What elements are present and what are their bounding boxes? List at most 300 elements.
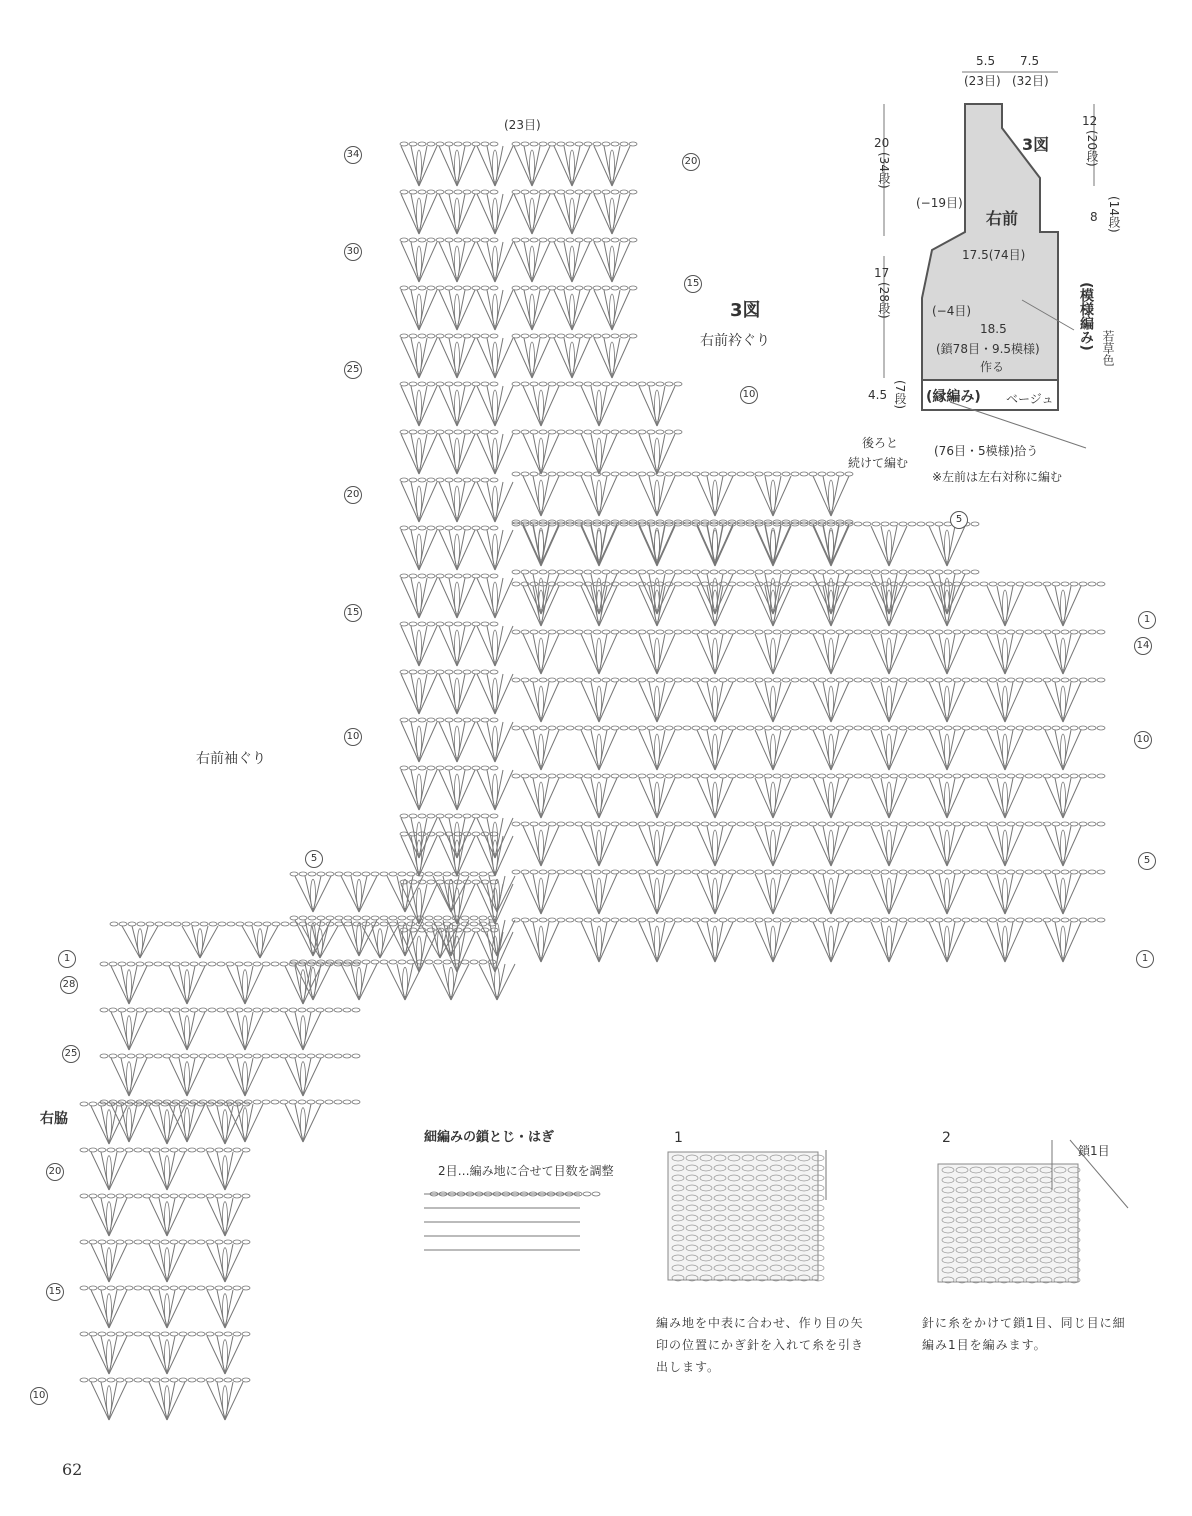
chain-stitch: [620, 630, 628, 634]
chain-stitch: [908, 582, 916, 586]
chain-stitch: [427, 190, 435, 194]
picot-stitch: [539, 480, 544, 512]
chain-stitch: [436, 718, 444, 722]
picot-stitch: [185, 970, 190, 1001]
picot-stitch: [455, 198, 460, 230]
picot-stitch: [610, 342, 615, 374]
picot-stitch: [107, 1340, 112, 1371]
picot-stitch: [887, 638, 892, 670]
chain-stitch: [809, 630, 817, 634]
picot-stitch: [107, 1248, 112, 1279]
chain-stitch: [116, 1240, 124, 1244]
picot-stitch: [493, 726, 498, 758]
chain-stitch: [490, 766, 498, 770]
chain-stitch: [728, 570, 736, 574]
chain-stitch: [737, 774, 745, 778]
chain-stitch: [445, 286, 453, 290]
chain-stitch: [490, 142, 498, 146]
chain-stitch: [845, 774, 853, 778]
chain-stitch: [461, 872, 469, 876]
chain-stitch: [530, 382, 538, 386]
picot-stitch: [223, 1202, 228, 1233]
chain-stitch: [233, 1240, 241, 1244]
continue-2: 続けて編む: [848, 456, 909, 470]
picot-stitch: [610, 246, 615, 278]
chain-stitch: [656, 430, 664, 434]
chain-stitch: [647, 382, 655, 386]
chain-stitch: [161, 1286, 169, 1290]
picot-stitch: [417, 150, 422, 182]
picot-stitch: [655, 878, 660, 910]
chain-stitch: [890, 918, 898, 922]
picot-stitch: [771, 480, 776, 512]
chain-stitch: [908, 870, 916, 874]
chain-stitch: [566, 918, 574, 922]
chain-stitch: [800, 774, 808, 778]
chain-stitch: [674, 870, 682, 874]
chain-stitch: [472, 928, 480, 932]
chain-stitch: [755, 870, 763, 874]
chain-stitch: [863, 822, 871, 826]
chain-stitch: [470, 872, 478, 876]
chain-stitch: [971, 582, 979, 586]
chain-stitch: [899, 918, 907, 922]
chain-stitch: [89, 1378, 97, 1382]
row-marker: 10: [30, 1387, 48, 1405]
chain-stitch: [638, 382, 646, 386]
chain-stitch: [998, 726, 1006, 730]
picot-stitch: [417, 198, 422, 230]
chain-stitch: [280, 1008, 288, 1012]
chain-stitch: [472, 766, 480, 770]
chain-stitch: [818, 822, 826, 826]
chain-stitch: [262, 1054, 270, 1058]
chain-stitch: [454, 142, 462, 146]
chain-stitch: [188, 1378, 196, 1382]
chain-stitch: [326, 872, 334, 876]
chain-stitch: [280, 1100, 288, 1104]
chain-stitch: [143, 1378, 151, 1382]
picot-stitch: [378, 929, 383, 956]
chain-stitch: [773, 582, 781, 586]
chain-stitch: [584, 918, 592, 922]
chain-stitch: [908, 918, 916, 922]
chain-stitch: [827, 630, 835, 634]
picot-stitch: [417, 678, 422, 710]
chain-stitch: [773, 822, 781, 826]
picot-stitch: [539, 390, 544, 422]
chain-stitch: [400, 382, 408, 386]
chain-stitch: [548, 382, 556, 386]
picot-stitch: [530, 342, 535, 374]
step-2-number: 2: [942, 1130, 951, 1146]
chain-stitch: [629, 334, 637, 338]
chain-stitch: [872, 822, 880, 826]
chain-stitch: [935, 822, 943, 826]
chain-stitch: [445, 622, 453, 626]
chain-stitch: [400, 478, 408, 482]
picot-stitch: [223, 1386, 228, 1417]
chain-stitch: [935, 870, 943, 874]
chain-stitch: [1007, 726, 1015, 730]
chain-stitch: [746, 774, 754, 778]
picot-stitch: [570, 246, 575, 278]
chain-stitch: [1061, 870, 1069, 874]
chain-stitch: [827, 582, 835, 586]
chain-stitch: [116, 1286, 124, 1290]
chain-stitch: [575, 870, 583, 874]
chain-stitch: [737, 582, 745, 586]
chain-stitch: [1043, 774, 1051, 778]
chain-stitch: [566, 472, 574, 476]
chain-stitch: [490, 718, 498, 722]
chain-stitch: [566, 822, 574, 826]
chain-stitch: [836, 726, 844, 730]
chain-stitch: [152, 1378, 160, 1382]
chain-stitch: [281, 922, 289, 926]
chain-stitch: [1079, 822, 1087, 826]
chain-stitch: [584, 678, 592, 682]
chain-stitch: [409, 670, 417, 674]
chain-stitch: [1097, 822, 1105, 826]
chain-stitch: [152, 1286, 160, 1290]
chain-stitch: [953, 870, 961, 874]
chain-stitch: [692, 570, 700, 574]
picot-stitch: [165, 1202, 170, 1233]
picot-stitch: [539, 734, 544, 766]
chain-stitch: [481, 574, 489, 578]
chain-stitch: [262, 962, 270, 966]
chain-stitch: [409, 334, 417, 338]
chain-stitch: [755, 918, 763, 922]
chain-stitch: [1079, 630, 1087, 634]
chain-stitch: [1007, 822, 1015, 826]
chain-stitch: [107, 1286, 115, 1290]
chain-stitch: [593, 190, 601, 194]
seam-adjust-note: 2目…編み地に合せて目数を調整: [438, 1164, 614, 1178]
picot-stitch: [455, 534, 460, 566]
chain-stitch: [800, 630, 808, 634]
chain-stitch: [881, 522, 889, 526]
chain-stitch: [602, 678, 610, 682]
chain-stitch: [584, 870, 592, 874]
chain-stitch: [398, 916, 406, 920]
chain-stitch: [170, 1378, 178, 1382]
picot-stitch: [945, 530, 950, 562]
chain-stitch: [611, 822, 619, 826]
chain-stitch: [584, 190, 592, 194]
chain-stitch: [136, 962, 144, 966]
chain-stitch: [125, 1148, 133, 1152]
chain-stitch: [719, 630, 727, 634]
chain-stitch: [917, 822, 925, 826]
chain-stitch: [539, 774, 547, 778]
picot-stitch: [887, 926, 892, 958]
chain-stitch: [463, 622, 471, 626]
chain-stitch: [584, 286, 592, 290]
chain-stitch: [566, 334, 574, 338]
chain-stitch: [620, 870, 628, 874]
chain-stitch: [971, 570, 979, 574]
chain-stitch: [253, 1100, 261, 1104]
chain-stitch: [1043, 870, 1051, 874]
chain-stitch: [530, 630, 538, 634]
chain-stitch: [134, 1332, 142, 1336]
chain-stitch: [521, 870, 529, 874]
chain-stitch: [737, 570, 745, 574]
picot-stitch: [223, 1248, 228, 1279]
chain-stitch: [161, 1378, 169, 1382]
chain-stitch: [773, 472, 781, 476]
picot-stitch: [165, 1294, 170, 1325]
chain-stitch: [1070, 822, 1078, 826]
picot-stitch: [713, 686, 718, 718]
chain-stitch: [206, 1378, 214, 1382]
chain-stitch: [620, 678, 628, 682]
chain-stitch: [998, 678, 1006, 682]
chain-stitch: [602, 726, 610, 730]
chain-stitch: [602, 430, 610, 434]
row-marker: 10: [1134, 731, 1152, 749]
chain-stitch: [197, 1194, 205, 1198]
chain-stitch: [100, 1054, 108, 1058]
chain-stitch: [827, 726, 835, 730]
chain-stitch: [427, 430, 435, 434]
picot-stitch: [1061, 638, 1066, 670]
chain-stitch: [206, 1194, 214, 1198]
armhole-label: 右前袖ぐり: [196, 751, 266, 767]
chain-stitch: [463, 574, 471, 578]
chain-stitch: [638, 630, 646, 634]
picot-stitch: [887, 830, 892, 862]
chain-stitch: [575, 334, 583, 338]
chain-stitch: [409, 142, 417, 146]
picot-stitch: [165, 1340, 170, 1371]
chain-stitch: [152, 1148, 160, 1152]
chain-stitch: [989, 870, 997, 874]
chain-stitch: [548, 822, 556, 826]
chain-stitch: [1070, 678, 1078, 682]
picot-stitch: [1003, 782, 1008, 814]
chain-stitch: [521, 142, 529, 146]
chain-stitch: [454, 832, 462, 836]
chain-stitch: [118, 1008, 126, 1012]
picot-stitch: [243, 1016, 248, 1047]
chain-stitch: [962, 918, 970, 922]
chain-stitch: [773, 726, 781, 730]
chain-stitch: [280, 962, 288, 966]
chain-stitch: [362, 960, 370, 964]
chain-stitch: [863, 918, 871, 922]
chain-stitch: [418, 430, 426, 434]
picot-stitch: [127, 1108, 132, 1139]
chain-stitch: [427, 478, 435, 482]
chain-stitch: [620, 142, 628, 146]
chain-stitch: [665, 382, 673, 386]
chain-stitch: [1025, 822, 1033, 826]
chain-stitch: [629, 142, 637, 146]
picot-stitch: [1061, 830, 1066, 862]
chain-stitch: [548, 238, 556, 242]
chain-stitch: [908, 522, 916, 526]
chain-stitch: [443, 960, 451, 964]
chain-stitch: [353, 916, 361, 920]
picot-stitch: [495, 923, 500, 952]
chain-stitch: [206, 1148, 214, 1152]
chain-stitch: [872, 522, 880, 526]
chain-stitch: [125, 1378, 133, 1382]
picot-stitch: [1003, 830, 1008, 862]
chain-stitch: [764, 870, 772, 874]
chain-stitch: [127, 1054, 135, 1058]
picot-stitch: [945, 638, 950, 670]
right-height-1-rows: (20段): [1085, 130, 1099, 167]
picot-stitch: [185, 1016, 190, 1047]
chain-stitch: [389, 916, 397, 920]
chain-stitch: [583, 1192, 591, 1196]
picot-stitch: [455, 630, 460, 662]
chain-stitch: [764, 774, 772, 778]
chain-stitch: [755, 570, 763, 574]
chain-stitch: [1097, 918, 1105, 922]
chain-stitch: [557, 142, 565, 146]
chain-stitch: [1061, 726, 1069, 730]
chain-stitch: [143, 1332, 151, 1336]
chain-stitch: [242, 1332, 250, 1336]
chain-stitch: [530, 142, 538, 146]
picot-stitch: [713, 734, 718, 766]
chain-stitch: [755, 726, 763, 730]
chain-stitch: [512, 238, 520, 242]
chain-stitch: [472, 190, 480, 194]
make-label: 作る: [980, 360, 1005, 374]
chain-stitch: [224, 1240, 232, 1244]
chain-stitch: [235, 1008, 243, 1012]
chain-stitch: [629, 286, 637, 290]
chain-stitch: [854, 918, 862, 922]
chain-stitch: [80, 1240, 88, 1244]
chain-stitch: [611, 630, 619, 634]
chain-stitch: [1088, 678, 1096, 682]
chain-stitch: [1016, 630, 1024, 634]
chain-stitch: [409, 382, 417, 386]
chain-stitch: [380, 960, 388, 964]
chain-stitch: [479, 922, 487, 926]
chain-stitch: [472, 718, 480, 722]
chain-stitch: [418, 814, 426, 818]
chain-stitch: [890, 726, 898, 730]
chain-stitch: [271, 1008, 279, 1012]
picot-stitch: [107, 1110, 112, 1141]
chain-stitch: [989, 630, 997, 634]
chain-stitch: [845, 472, 853, 476]
chain-stitch: [463, 430, 471, 434]
chain-stitch: [530, 726, 538, 730]
chain-stitch: [445, 430, 453, 434]
chain-stitch: [836, 472, 844, 476]
chain-stitch: [418, 766, 426, 770]
chain-stitch: [557, 582, 565, 586]
chain-stitch: [152, 1194, 160, 1198]
picot-stitch: [417, 534, 422, 566]
chain-stitch: [481, 430, 489, 434]
chain-stitch: [917, 870, 925, 874]
chain-stitch: [719, 570, 727, 574]
chain-stitch: [512, 142, 520, 146]
picot-stitch: [771, 926, 776, 958]
chain-stitch: [854, 774, 862, 778]
chain-stitch: [154, 1008, 162, 1012]
chain-stitch: [343, 1054, 351, 1058]
chain-stitch: [809, 870, 817, 874]
schematic-title: 3図: [1022, 135, 1050, 154]
chain-stitch: [782, 822, 790, 826]
chain-stitch: [638, 918, 646, 922]
chain-stitch: [827, 822, 835, 826]
chain-stitch: [692, 774, 700, 778]
chain-stitch: [575, 382, 583, 386]
chain-stitch: [548, 286, 556, 290]
picot-stitch: [493, 150, 498, 182]
chain-stitch: [1052, 870, 1060, 874]
chain-stitch: [899, 726, 907, 730]
chain-stitch: [472, 526, 480, 530]
chain-stitch: [470, 922, 478, 926]
chain-stitch: [638, 870, 646, 874]
chain-stitch: [674, 430, 682, 434]
chain-stitch: [445, 526, 453, 530]
chain-stitch: [454, 670, 462, 674]
chain-stitch: [233, 1194, 241, 1198]
chain-stitch: [854, 870, 862, 874]
chain-stitch: [728, 870, 736, 874]
picot-stitch: [417, 438, 422, 470]
picot-stitch: [655, 926, 660, 958]
picot-stitch: [417, 486, 422, 518]
picot-stitch: [570, 342, 575, 374]
picot-stitch: [539, 926, 544, 958]
chain-stitch: [454, 238, 462, 242]
picot-stitch: [455, 678, 460, 710]
chain-stitch: [773, 918, 781, 922]
chain-stitch: [100, 962, 108, 966]
chain-stitch: [100, 1008, 108, 1012]
chain-stitch: [472, 238, 480, 242]
chain-stitch: [436, 832, 444, 836]
picot-stitch: [655, 686, 660, 718]
chain-stitch: [629, 472, 637, 476]
chain-stitch: [665, 630, 673, 634]
chain-stitch: [548, 430, 556, 434]
picot-stitch: [493, 486, 498, 518]
picot-stitch: [713, 782, 718, 814]
chain-stitch: [602, 774, 610, 778]
chain-stitch: [962, 582, 970, 586]
chain-stitch: [656, 870, 664, 874]
chain-stitch: [1034, 774, 1042, 778]
chain-stitch: [809, 726, 817, 730]
step-2-caption: 針に糸をかけて鎖1目、同じ目に細編み1目を編みます。: [922, 1316, 1126, 1352]
picot-stitch: [493, 582, 498, 614]
chain-stitch: [539, 472, 547, 476]
chain-stitch: [161, 1332, 169, 1336]
chain-stitch: [629, 582, 637, 586]
picot-stitch: [1061, 686, 1066, 718]
chain-stitch: [566, 726, 574, 730]
picot-stitch: [655, 390, 660, 422]
chain-stitch: [512, 334, 520, 338]
chain-stitch: [188, 1286, 196, 1290]
